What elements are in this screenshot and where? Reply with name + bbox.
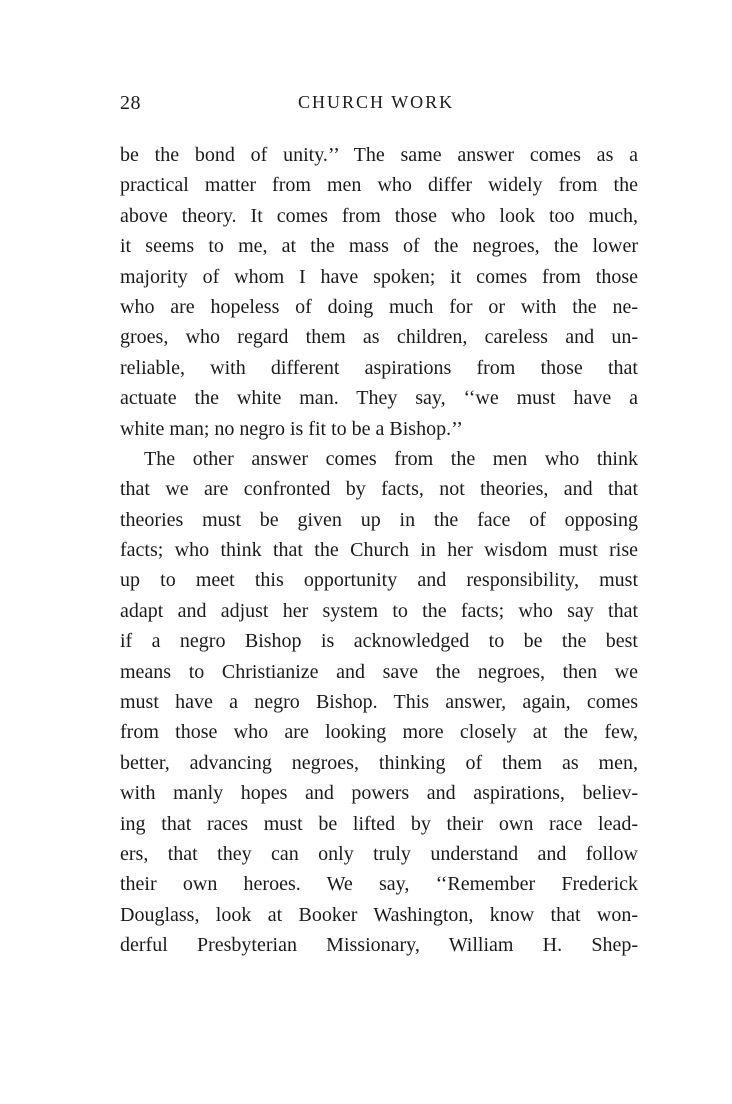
text-line: above theory. It comes from those who look too much, bbox=[120, 204, 638, 227]
body-text bbox=[120, 140, 638, 961]
text-line: it seems to me, at the mass of the negroes, the lower bbox=[120, 235, 638, 258]
text-line: up to meet this opportunity and responsibility, must bbox=[120, 569, 638, 592]
text-line: be the bond of unity.’’ The same answer comes as a bbox=[120, 144, 638, 166]
text-line: theories must be given up in the face of opposing bbox=[120, 508, 638, 531]
text-line: groes, who regard them as children, careless and un- bbox=[120, 326, 638, 349]
text-line: their own heroes. We say, ‘‘Remember Frederick bbox=[120, 873, 638, 896]
text-line: practical matter from men who differ widely from the bbox=[120, 174, 638, 197]
text-line: white man; no negro is fit to be a Bishop.’’ bbox=[120, 417, 463, 440]
text-line: actuate the white man. They say, ‘‘we must have a bbox=[120, 387, 638, 410]
text-line: Douglass, look at Booker Washington, know that won- bbox=[120, 903, 638, 926]
text-line: if a negro Bishop is acknowledged to be the best bbox=[120, 630, 638, 653]
text-line: derful Presbyterian Missionary, William H. Shep- bbox=[120, 934, 638, 957]
text-line: The other answer comes from the men who think bbox=[144, 447, 638, 470]
text-line: from those who are looking more closely at the few, bbox=[120, 721, 638, 744]
text-line: adapt and adjust her system to the facts; who say that bbox=[120, 599, 638, 622]
text-line: facts; who think that the Church in her wisdom must rise bbox=[120, 539, 638, 562]
text-line: with manly hopes and powers and aspirations, believ- bbox=[120, 782, 638, 805]
text-line: means to Christianize and save the negroes, then we bbox=[120, 660, 638, 683]
text-line: ing that races must be lifted by their own race lead- bbox=[120, 812, 638, 835]
text-line: that we are confronted by facts, not theories, and that bbox=[120, 478, 638, 501]
page-number: 28 bbox=[120, 92, 141, 114]
running-title: CHURCH WORK bbox=[298, 92, 455, 112]
text-line: must have a negro Bishop. This answer, again, comes bbox=[120, 691, 638, 714]
running-head bbox=[120, 92, 640, 122]
text-line: who are hopeless of doing much for or with the ne- bbox=[120, 295, 638, 318]
text-line: majority of whom I have spoken; it comes from those bbox=[120, 265, 638, 288]
text-line: ers, that they can only truly understand and follow bbox=[120, 842, 638, 865]
text-line: better, advancing negroes, thinking of them as men, bbox=[120, 751, 638, 774]
text-line: reliable, with different aspirations from those that bbox=[120, 356, 638, 379]
